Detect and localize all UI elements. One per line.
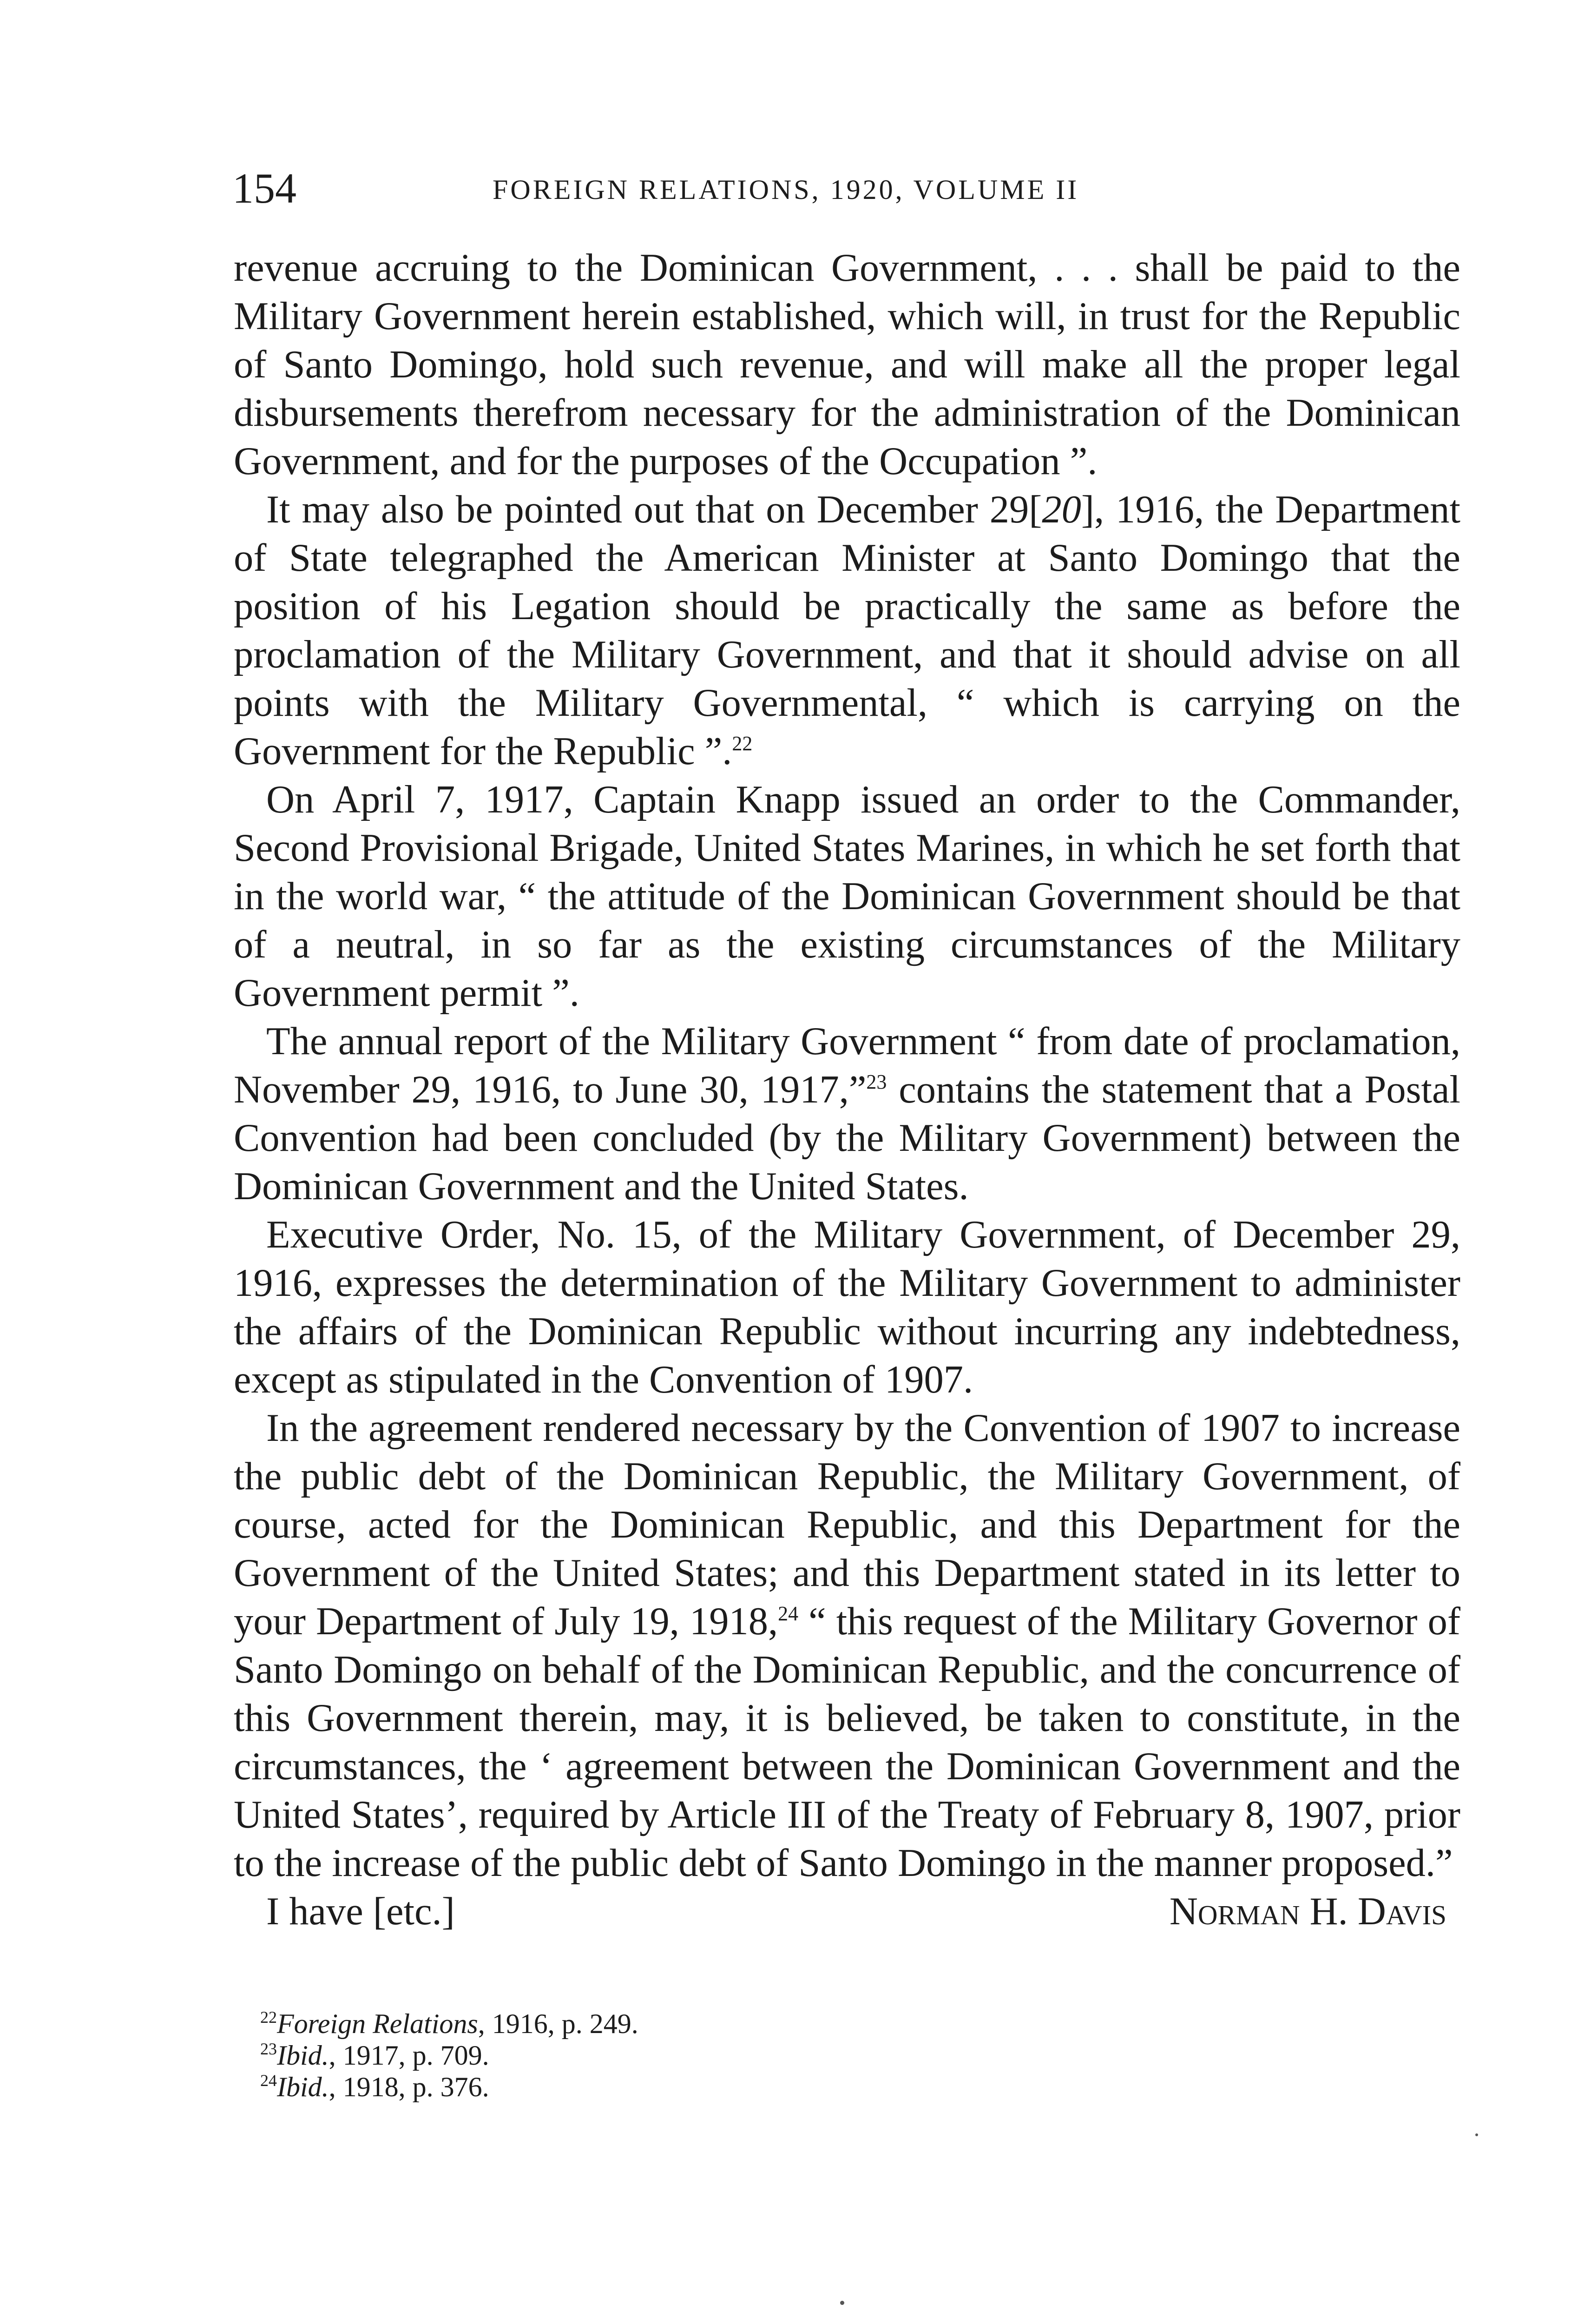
paragraph-text: On April 7, 1917, Captain Knapp issued an order to the Commander, Second Provisional Brigade, United States Marines, in which he set forth that in the world war, “ the attitude of the Dominican Government should be that of a neutral, in so far as the existing circumstances of the Military Government permit ”. bbox=[234, 778, 1460, 1015]
footnote-text: , 1917, p. 709. bbox=[329, 2040, 489, 2071]
paragraph-text: In the agreement rendered necessary by the Convention of 1907 to increase the public debt of the Dominican Republic, the Military Government, of course, acted for the Dominican Republic, and this Department for the Government of the United States; and this Department stated in its letter to your Department of July 19, 1918, bbox=[234, 1406, 1460, 1643]
footnote-text: , 1916, p. 249. bbox=[478, 2008, 638, 2039]
scan-speck bbox=[840, 2301, 844, 2305]
paragraph bbox=[234, 776, 1460, 1017]
body-text bbox=[234, 244, 1460, 1936]
closing-text: I have [etc.] bbox=[266, 1890, 455, 1933]
paragraph-text: Executive Order, No. 15, of the Military Government, of December 29, 1916, expresses the determination of the Military Government to administer the affairs of the Dominican Republic without incurring any indebtedness, except as stipulated in the Convention of 1907. bbox=[234, 1213, 1460, 1401]
footnote-title: Ibid. bbox=[277, 2040, 329, 2071]
footnotes bbox=[260, 1999, 1004, 2103]
footnote-title: Foreign Relations bbox=[277, 2008, 478, 2039]
closing-line bbox=[234, 1888, 1460, 1936]
footnote bbox=[260, 2008, 1004, 2040]
footnote-number: 24 bbox=[260, 2071, 277, 2090]
footnote-reference: 22 bbox=[732, 732, 753, 755]
scan-speck bbox=[1475, 2133, 1478, 2136]
paragraph bbox=[234, 1404, 1460, 1888]
footnote-reference: 23 bbox=[866, 1070, 887, 1093]
running-head: FOREIGN RELATIONS, 1920, VOLUME II bbox=[493, 174, 1079, 205]
footnote-text: , 1918, p. 376. bbox=[329, 2072, 489, 2102]
paragraph bbox=[234, 486, 1460, 776]
paragraph-text: revenue accruing to the Dominican Government, . . . shall be paid to the Military Government herein established, which will, in trust for the Republic of Santo Domingo, hold such revenue, and will make all the proper legal disbursements therefrom necessary for the administration of the Dominican Government, and for the purposes of the Occupation ”. bbox=[234, 246, 1460, 483]
editorial-insertion: 20 bbox=[1042, 488, 1081, 531]
paragraph bbox=[234, 1017, 1460, 1211]
paragraph-text: ], 1916, the Department of State telegraphed the American Minister at Santo Domingo that the position of his Legation should be practically the same as before the proclamation of the Military Government, and that it should advise on all points with the Military Governmental, “ which is carrying on the Government for the Republic ”. bbox=[234, 488, 1460, 773]
page-number: 154 bbox=[232, 165, 296, 212]
footnote-reference: 24 bbox=[778, 1602, 799, 1625]
paragraph-text: contains the statement that a Postal Convention had been concluded (by the Military Government) between the Dominican Government and the United States. bbox=[234, 1068, 1460, 1208]
footnote-number: 23 bbox=[260, 2040, 277, 2058]
paragraph-text: It may also be pointed out that on December 29[ bbox=[266, 488, 1042, 531]
paragraph-text: The annual report of the Military Government “ from date of proclamation, November 29, 1916, to June 30, 1917,” bbox=[234, 1020, 1460, 1111]
footnote-number: 22 bbox=[260, 2008, 277, 2027]
page-header bbox=[232, 163, 1468, 214]
footnote-title: Ibid. bbox=[277, 2072, 329, 2102]
paragraph-text: “ this request of the Military Governor of Santo Domingo on behalf of the Dominican Republic, and the concurrence of this Government therein, may, it is believed, be taken to constitute, in the circumstances, the ‘ agreement between the Dominican Government and the United States’, required by Article III of the Treaty of February 8, 1907, prior to the increase of the public debt of Santo Domingo in the manner proposed.” bbox=[234, 1600, 1460, 1885]
footnote bbox=[260, 2071, 1004, 2103]
signature: Norman H. Davis bbox=[1169, 1890, 1446, 1933]
footnote bbox=[260, 2040, 1004, 2071]
paragraph bbox=[234, 1211, 1460, 1404]
paragraph-continuation bbox=[234, 244, 1460, 486]
